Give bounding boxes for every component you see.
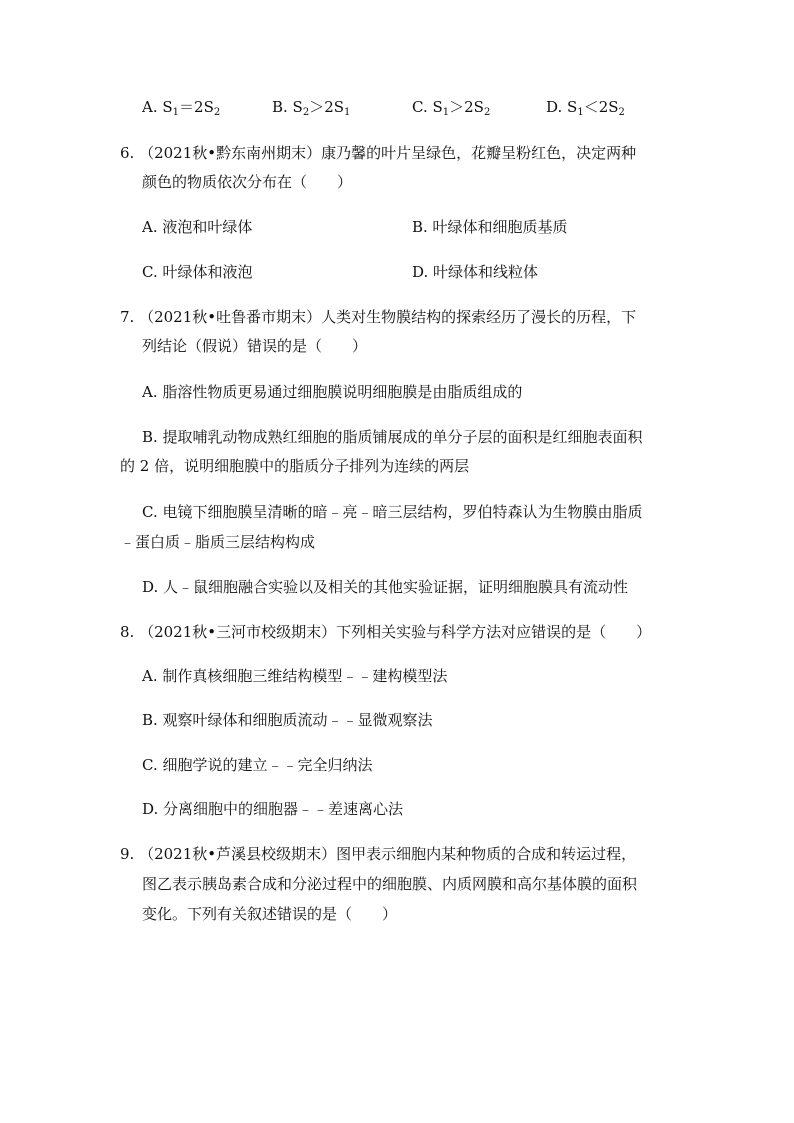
q9-stem-line1: 9. （2021秋•芦溪县校级期末）图甲表示细胞内某种物质的合成和转运过程， [120, 845, 637, 863]
q6-option-d: D. 叶绿体和线粒体 [412, 263, 539, 281]
q7-option-b-line1: B. 提取哺乳动物成熟红细胞的脂质铺展成的单分子层的面积是红细胞表面积 [142, 428, 643, 446]
q7-option-c-line1: C. 电镜下细胞膜呈清晰的暗﹣亮﹣暗三层结构，罗伯特森认为生物膜由脂质 [142, 503, 643, 521]
q5-option-a: A. $S_1=2S_2$ [142, 98, 221, 118]
q8-option-d: D. 分离细胞中的细胞器﹣﹣差速离心法 [142, 800, 404, 818]
q6-option-a: A. 液泡和叶绿体 [142, 218, 253, 236]
q6-option-b: B. 叶绿体和细胞质基质 [412, 218, 568, 236]
q7-option-a: A. 脂溶性物质更易通过细胞膜说明细胞膜是由脂质组成的 [142, 383, 523, 401]
q6-option-c: C. 叶绿体和液泡 [142, 263, 253, 281]
q5-option-c: C. $S_1>2S_2$ [412, 98, 491, 118]
q7-stem-line1: 7. （2021秋•吐鲁番市期末）人类对生物膜结构的探索经历了漫长的历程，下 [120, 308, 637, 326]
q7-option-c-line2: ﹣蛋白质﹣脂质三层结构构成 [120, 533, 316, 551]
q8-option-c: C. 细胞学说的建立﹣﹣完全归纳法 [142, 756, 373, 774]
q8-option-a: A. 制作真核细胞三维结构模型﹣﹣建构模型法 [142, 667, 448, 685]
q5-option-d: D. $S_1<2S_2$ [546, 98, 625, 118]
q5-option-b: B. $S_2>2S_1$ [272, 98, 351, 118]
q8-stem-line1: 8. （2021秋•三河市校级期末）下列相关实验与科学方法对应错误的是（ ） [120, 623, 652, 641]
q9-stem-line2: 图乙表示胰岛素合成和分泌过程中的细胞膜、内质网膜和高尔基体膜的面积 [142, 875, 638, 893]
q9-stem-line3: 变化。下列有关叙述错误的是（ ） [142, 905, 398, 923]
q6-stem-line1: 6. （2021秋•黔东南州期末）康乃馨的叶片呈绿色，花瓣呈粉红色，决定两种 [120, 144, 637, 162]
q7-option-d: D. 人﹣鼠细胞融合实验以及相关的其他实验证据，证明细胞膜具有流动性 [142, 578, 629, 596]
q6-stem-line2: 颜色的物质依次分布在（ ） [142, 173, 353, 191]
q8-option-b: B. 观察叶绿体和细胞质流动﹣﹣显微观察法 [142, 711, 433, 729]
q7-option-b-line2: 的 2 倍，说明细胞膜中的脂质分子排列为连续的两层 [120, 457, 470, 475]
q7-stem-line2: 列结论（假说）错误的是（ ） [142, 337, 368, 355]
